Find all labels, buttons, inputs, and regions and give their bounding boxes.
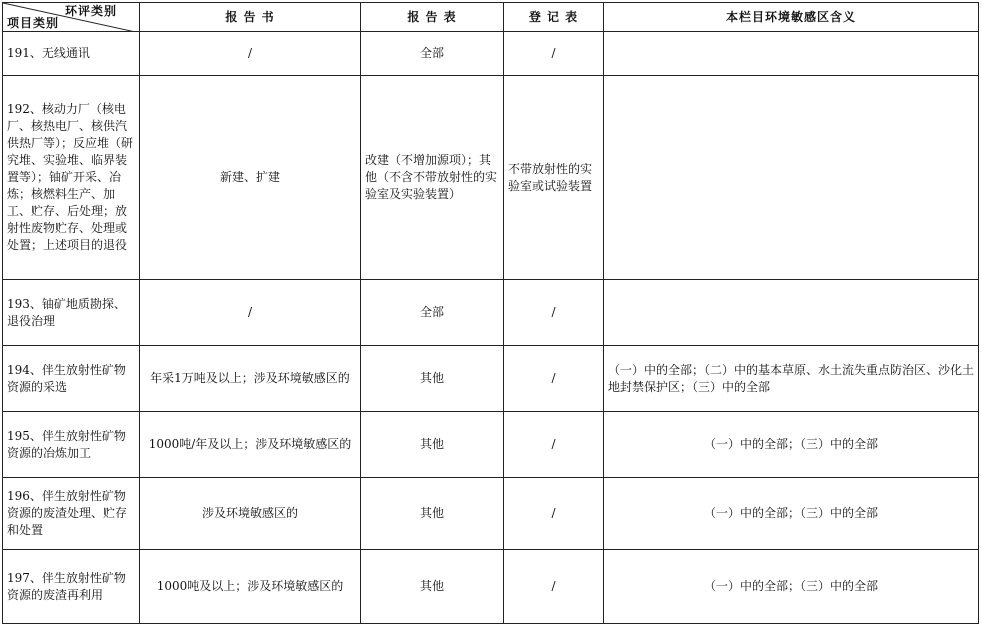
header-report-book: 报 告 书 [140,3,361,32]
table-row [3,346,979,412]
row-registration: / [504,32,604,76]
row-report-form: 改建（不增加源项）；其他（不含不带放射性的实验室及实验装置） [361,76,504,280]
table-row [3,76,979,280]
row-report-book: / [140,280,361,346]
row-category: 194、伴生放射性矿物资源的采选 [3,346,140,412]
row-category: 197、伴生放射性矿物资源的废渣再利用 [3,550,140,624]
row-sensitive [604,76,979,280]
row-category: 195、伴生放射性矿物资源的冶炼加工 [3,412,140,478]
header-registration: 登 记 表 [504,3,604,32]
eia-classification-table [2,2,979,624]
row-registration: / [504,346,604,412]
header-sensitive: 本栏目环境敏感区含义 [604,3,979,32]
row-category: 191、无线通讯 [3,32,140,76]
header-corner-bottom: 项目类别 [7,16,60,30]
row-sensitive: （一）中的全部；（三）中的全部 [604,412,979,478]
header-corner-cell [3,3,140,32]
row-report-form: 全部 [361,32,504,76]
table-row [3,478,979,550]
row-report-form: 其他 [361,412,504,478]
row-report-book: 新建、扩建 [140,76,361,280]
header-corner-top: 环评类别 [64,4,117,18]
table-row [3,550,979,624]
table-row [3,32,979,76]
row-sensitive: （一）中的全部；（二）中的基本草原、水土流失重点防治区、沙化土地封禁保护区；（三）中的全部 [604,346,979,412]
row-sensitive [604,32,979,76]
row-registration: / [504,478,604,550]
row-registration: / [504,280,604,346]
row-report-form: 其他 [361,346,504,412]
row-report-form: 全部 [361,280,504,346]
row-report-book: 涉及环境敏感区的 [140,478,361,550]
table-row [3,280,979,346]
row-registration: / [504,550,604,624]
row-sensitive: （一）中的全部；（三）中的全部 [604,478,979,550]
row-report-book: 1000吨及以上；涉及环境敏感区的 [140,550,361,624]
row-category: 193、铀矿地质勘探、退役治理 [3,280,140,346]
row-report-book: 年采1万吨及以上；涉及环境敏感区的 [140,346,361,412]
header-report-form: 报 告 表 [361,3,504,32]
row-category: 192、核动力厂（核电厂、核热电厂、核供汽供热厂等）；反应堆（研究堆、实验堆、临界装置等）；铀矿开采、冶炼；核燃料生产、加工、贮存、后处理；放射性废物贮存、处理或处置；上述项目的退役 [3,76,140,280]
row-report-book: 1000吨/年及以上；涉及环境敏感区的 [140,412,361,478]
header-row [3,3,979,32]
row-sensitive: （一）中的全部；（三）中的全部 [604,550,979,624]
table-row [3,412,979,478]
row-category: 196、伴生放射性矿物资源的废渣处理、贮存和处置 [3,478,140,550]
row-sensitive [604,280,979,346]
row-report-form: 其他 [361,478,504,550]
row-registration: 不带放射性的实验室或试验装置 [504,76,604,280]
row-report-form: 其他 [361,550,504,624]
row-registration: / [504,412,604,478]
row-report-book: / [140,32,361,76]
